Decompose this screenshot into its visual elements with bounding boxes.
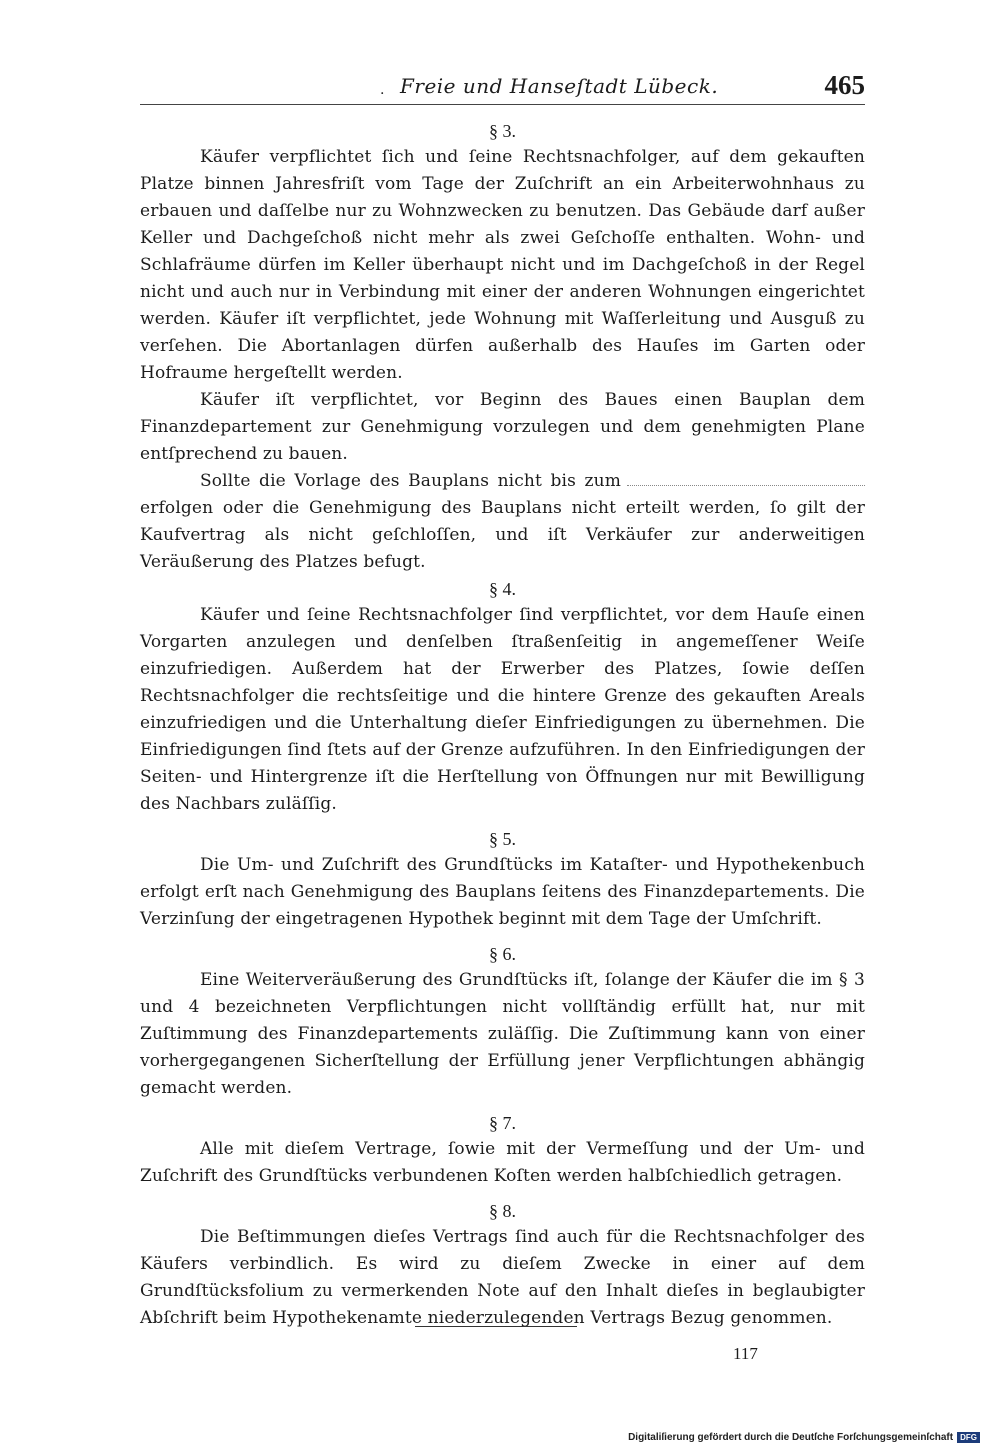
document-body	[140, 118, 865, 1332]
page-header	[140, 70, 865, 105]
page-number: 465	[824, 70, 865, 100]
section-heading: § 8.	[489, 1201, 516, 1221]
paragraph-with-blank	[140, 468, 865, 576]
credit-text: Digitaliſierung gefördert durch die Deutſche Forſchungsgemeinſchaft	[628, 1432, 954, 1443]
running-title: Freie und Hanseſtadt Lübeck.	[400, 74, 719, 98]
section-heading: § 3.	[489, 121, 516, 141]
blank-dotted-line	[627, 485, 865, 486]
header-mark: .	[380, 82, 385, 98]
section-heading: § 5.	[489, 829, 516, 849]
paragraph-text: Sollte die Vorlage des Bauplans nicht bis zum	[200, 471, 621, 491]
paragraph: Die Um- und Zuſchrift des Grundſtücks im Kataſter- und Hypothekenbuch erfolgt erſt nach Genehmigung des Bauplans ſeitens des Finanzdepartements. Die Verzinſung der eingetragenen Hypothek beginnt mit dem Tage der Umſchrift.	[140, 855, 865, 929]
section-heading: § 7.	[489, 1113, 516, 1133]
footer-rule	[415, 1326, 577, 1327]
signature-number: 117	[733, 1344, 758, 1363]
dfg-logo: DFG	[957, 1432, 980, 1443]
paragraph: Käufer verpflichtet ſich und ſeine Rechtsnachfolger, auf dem gekauften Platze binnen Jahresfriſt vom Tage der Zuſchrift an ein Arbeiterwohnhaus zu erbauen und daſſelbe nur zu Wohnzwecken zu benutzen. Das Gebäude darf außer Keller und Dachgeſchoß nicht mehr als zwei Geſchoſſe enthalten. Wohn- und Schlafräume dürfen im Keller überhaupt nicht und im Dachgeſchoß in der Regel nicht und auch nur in Verbindung mit einer der anderen Wohnungen eingerichtet werden. Käufer iſt verpflichtet, jede Wohnung mit Waſſerleitung und Ausguß zu verſehen. Die Abortanlagen dürfen außerhalb des Hauſes im Garten oder Hofraume hergeſtellt werden.	[140, 147, 865, 383]
paragraph: Käufer und ſeine Rechtsnachfolger ſind verpflichtet, vor dem Hauſe einen Vorgarten anzulegen und denſelben ſtraßenſeitig in angemeſſener Weiſe einzufriedigen. Außerdem hat der Erwerber des Platzes, ſowie deſſen Rechtsnachfolger die rechtsſeitige und die hintere Grenze des gekauften Areals einzufriedigen und die Unterhaltung dieſer Einfriedigungen zu übernehmen. Die Einfriedigungen ſind ſtets auf der Grenze aufzuführen. In den Einfriedigungen der Seiten- und Hintergrenze iſt die Herſtellung von Öffnungen nur mit Bewilligung des Nachbars zuläſſig.	[140, 605, 865, 814]
paragraph: Käufer iſt verpflichtet, vor Beginn des Baues einen Bauplan dem Finanzdepartement zur Genehmigung vorzulegen und dem genehmigten Plane entſprechend zu bauen.	[140, 390, 865, 464]
paragraph: Alle mit dieſem Vertrage, ſowie mit der Vermeſſung und der Um- und Zuſchrift des Grundſtücks verbundenen Koſten werden halbſchiedlich getragen.	[140, 1139, 865, 1186]
digitization-credit	[628, 1432, 980, 1443]
section-heading: § 4.	[489, 579, 516, 599]
paragraph-text: erfolgen oder die Genehmigung des Bauplans nicht erteilt werden, ſo gilt der Kaufvertrag als nicht geſchloſſen, und iſt Verkäufer zur anderweitigen Veräußerung des Platzes befugt.	[140, 498, 865, 572]
paragraph: Eine Weiterveräußerung des Grundſtücks iſt, ſolange der Käufer die im § 3 und 4 bezeichneten Verpflichtungen nicht vollſtändig erfüllt hat, nur mit Zuſtimmung des Finanzdepartements zuläſſig. Die Zuſtimmung kann von einer vorhergegangenen Sicherſtellung der Erfüllung jener Verpflichtungen abhängig gemacht werden.	[140, 970, 865, 1098]
section-heading: § 6.	[489, 944, 516, 964]
paragraph: Die Beſtimmungen dieſes Vertrags ſind auch für die Rechtsnachfolger des Käufers verbindlich. Es wird zu dieſem Zwecke in einer auf dem Grundſtücksfolium zu vermerkenden Note auf den Inhalt dieſes in beglaubigter Abſchrift beim Hypothekenamte niederzulegenden Vertrags Bezug genommen.	[140, 1227, 865, 1328]
